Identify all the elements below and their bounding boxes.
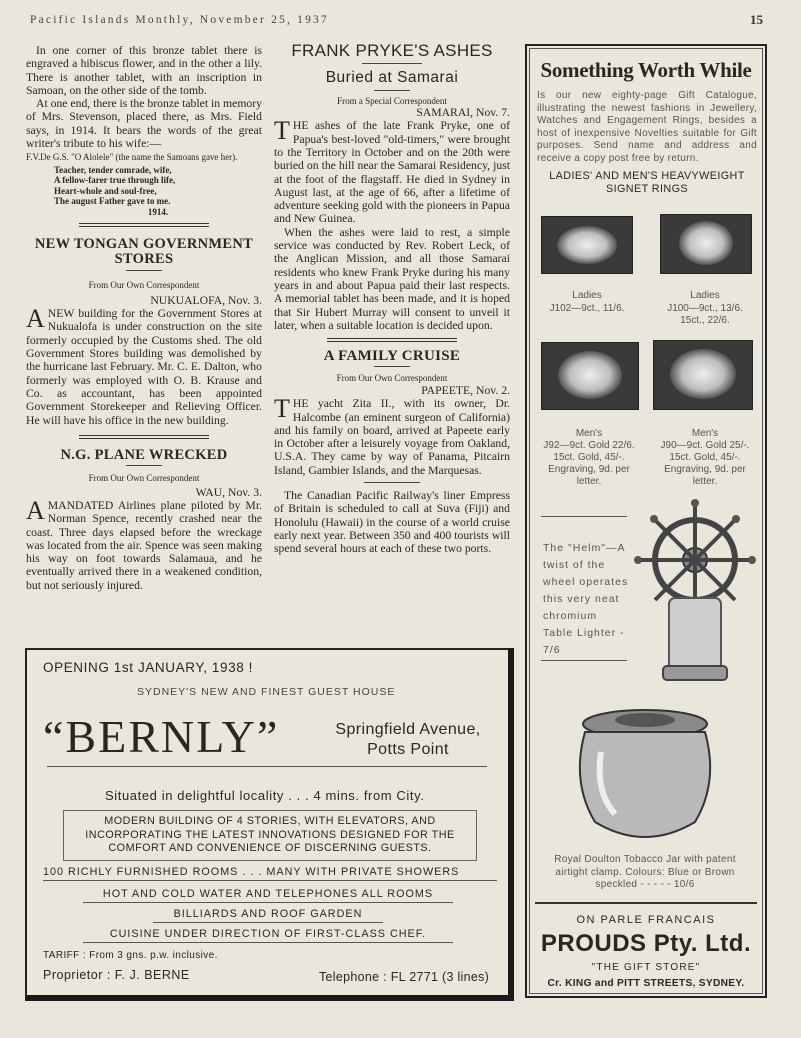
poem-line: Heart-whole and soul-free, [54, 185, 157, 196]
drop-cap: T [274, 394, 290, 424]
poem-line: The august Father gave to me. [54, 196, 171, 207]
ring-price: 15ct., 22/6. [680, 315, 730, 326]
ring-price: J90—9ct. Gold 25/-. [660, 440, 750, 451]
poem-year: 1914. [147, 206, 169, 217]
mens-ring-image [541, 342, 639, 410]
ring-price: 15ct. Gold, 45/-. [669, 452, 741, 463]
rule [541, 516, 627, 517]
drop-cap: A [26, 495, 45, 525]
ring-price: 15ct. Gold, 45/-. [553, 452, 625, 463]
bernly-box-line: COMFORT AND CONVENIENCE OF DISCERNING GUESTS. [108, 842, 432, 854]
rule [364, 482, 420, 483]
bernly-opening: OPENING 1st JANUARY, 1938 ! [43, 660, 254, 675]
bernly-rooms: 100 RICHLY FURNISHED ROOMS . . . MANY WITH PRIVATE SHOWERS [43, 866, 497, 881]
tongan-correspondent: From Our Own Correspondent [88, 280, 200, 291]
bernly-address [323, 720, 493, 760]
cruise-correspondent: From Our Own Correspondent [336, 373, 448, 384]
rule [541, 660, 627, 661]
ring-label: Ladies [690, 290, 720, 301]
ring1-caption [535, 290, 639, 315]
tomb-signature: F.V.De G.S. "O Alolele" (the name the Samoans gave her). [26, 152, 238, 163]
rule [535, 902, 757, 904]
ring-price: J100—9ct., 13/6. [667, 302, 743, 314]
ring-icon [670, 349, 736, 399]
bernly-address-line-1: Springfield Avenue, [335, 721, 481, 738]
page-number: 15 [750, 12, 763, 27]
ladies-ring-image [541, 216, 633, 274]
tongan-headline: NEW TONGAN GOVERNMENT STORES [34, 236, 254, 268]
prouds-intro: Is our new eighty-page Gift Catalogue, illustrating the newest fashions in Jewellery, Watches and Engagement Rings, besides a host of inexpensive Novelties suitable for Gift purposes. Send name and address and receive a copy post free by return. [537, 90, 757, 164]
plane-headline: N.G. PLANE WRECKED [60, 446, 228, 463]
prouds-french: ON PARLE FRANCAIS [576, 914, 716, 926]
bernly-tagline: SYDNEY'S NEW AND FINEST GUEST HOUSE [137, 686, 396, 698]
ring-icon [557, 226, 617, 264]
divider [79, 435, 209, 439]
rule [362, 63, 422, 64]
divider [327, 338, 457, 342]
column-2 [274, 41, 510, 556]
poem-line: Teacher, tender comrade, wife, [54, 164, 172, 175]
pryke-paragraph-1: HE ashes of the late Frank Pryke, one of Papua's best-loved "old-timers," were brought to the Territory in October and on the 20th were buried on the hill near the Samarai Residency, just at the foot of the flagstaff. He died in Sydney in August last, at the age of 66, after a lifetime of adventure seeking gold with the pioneers in Papua and New Guinea. [274, 119, 510, 226]
rule [374, 366, 410, 367]
running-title: Pacific Islands Monthly, November 25, 1937 [30, 14, 329, 26]
bernly-tariff: TARIFF : From 3 gns. p.w. inclusive. [43, 950, 218, 961]
rings-heading: LADIES' AND MEN'S HEAVYWEIGHT SIGNET RINGS [549, 170, 745, 195]
rule [126, 465, 162, 466]
tomb-paragraph-2: At one end, there is the bronze tablet in memory of Mrs. Stevenson, placed there, as Mrs. Field says, in 1914. It bears the words of the great writer's tribute to his wife:— [26, 97, 262, 151]
tobacco-jar-image [565, 702, 725, 852]
prouds-advertisement [525, 44, 767, 998]
ring-icon [679, 221, 733, 265]
ring3-caption [535, 428, 643, 488]
helm-lighter-caption: The "Helm"—A twist of the wheel operates this very neat chromium Table Lighter - 7/6 [543, 542, 629, 656]
bernly-features-box [63, 810, 477, 861]
pryke-paragraph-2: When the ashes were laid to rest, a simple service was conducted by Rev. Robert Leck, of the Anglican Mission, and all those Samarai residents who knew Frank Pryke during his many years in and about Papua paid their last respects. A memorial tablet has been made, and it is hoped that Sir Hubert Murray will consent to unveil it later, when a suitable location is decided upon. [274, 225, 510, 332]
pryke-dateline: SAMARAI, Nov. 7. [416, 106, 510, 120]
bernly-advertisement [25, 648, 514, 1001]
bernly-box-line: INCORPORATING THE LATEST INNOVATIONS DESIGNED FOR THE [85, 828, 455, 841]
ladies-ring-image [660, 214, 752, 274]
prouds-headline: Something Worth While [540, 58, 752, 82]
prouds-company: PROUDS Pty. Ltd. [540, 930, 752, 957]
tongan-body: NEW building for the Government Stores at Nukualofa is under construction on the site formerly occupied by the Customs shed. The old Government Stores building was demolished by the hurricane last February. Mr. C. E. Dalton, who formerly was employed with O. B. Krause and Co. as accountant, has been appointed Government Storekeeper and Relieving Officer. He will have his office in the new building. [26, 307, 262, 427]
cruise-paragraph-2: The Canadian Pacific Railway's liner Empress of Britain is scheduled to call at Suva (Fiji) and Honolulu (Hawaii) in the course of a world cruise early next year. Between 350 and 400 tourists will spend several hours at each of these two ports. [274, 489, 510, 556]
helm-lighter-image [633, 498, 757, 688]
poem [26, 165, 262, 218]
bernly-water: HOT AND COLD WATER AND TELEPHONES ALL ROOMS [83, 888, 453, 903]
prouds-address: Cr. KING and PITT STREETS, SYDNEY. [547, 978, 745, 989]
tongan-dateline: NUKUALOFA, Nov. 3. [150, 293, 262, 307]
bernly-name: “BERNLY” [43, 711, 280, 762]
drop-cap: A [26, 304, 45, 334]
bernly-box-line: MODERN BUILDING OF 4 STORIES, WITH ELEVATORS, AND [104, 815, 436, 827]
ring-price: J102—9ct., 11/6. [549, 302, 625, 314]
pryke-correspondent: From a Special Correspondent [337, 95, 447, 106]
poem-line: A fellow-farer true through life, [54, 175, 176, 186]
ring-engraving: Engraving, 9d. per letter. [664, 464, 746, 487]
ring-label: Ladies [572, 290, 602, 301]
rule [374, 90, 410, 91]
ring-label: Men's [691, 428, 719, 439]
prouds-gift-store: "THE GIFT STORE" [591, 962, 701, 973]
cruise-paragraph-1: HE yacht Zita II., with its owner, Dr. Halcombe (an eminent surgeon of California) and his family on board, arrived at Papeete early in October after a leisurely voyage from Oakland, U.S.A. They came by way of Panama, Pitcairn Island, Gambier Islands, and the Marquesas. [274, 397, 510, 477]
ring-label: Men's [575, 428, 603, 439]
pryke-subtitle: Buried at Samarai [325, 69, 459, 87]
ring4-caption [651, 428, 759, 488]
plane-correspondent: From Our Own Correspondent [88, 473, 200, 484]
ring-icon [558, 351, 622, 399]
tobacco-jar-caption: Royal Doulton Tobacco Jar with patent airtight clamp. Colours: Blue or Brown speckled - - - - - 10/6 [554, 854, 736, 890]
bernly-billiards: BILLIARDS AND ROOF GARDEN [153, 908, 383, 923]
bernly-address-line-2: Potts Point [367, 741, 449, 758]
divider [79, 223, 209, 227]
drop-cap: T [274, 116, 290, 146]
ring-engraving: Engraving, 9d. per letter. [548, 464, 630, 487]
column-1 [26, 44, 262, 592]
bernly-cuisine: CUISINE UNDER DIRECTION OF FIRST-CLASS CHEF. [83, 928, 453, 943]
cruise-headline: A FAMILY CRUISE [323, 348, 461, 365]
cruise-dateline: PAPEETE, Nov. 2. [421, 383, 510, 397]
rule [126, 270, 162, 271]
ring2-caption [651, 290, 759, 328]
rule [47, 766, 487, 767]
pryke-headline: FRANK PRYKE'S ASHES [291, 41, 493, 60]
plane-body: MANDATED Airlines plane piloted by Mr. Norman Spence, recently crashed near the coast. Three days elapsed before the wreckage was located from the air. Spence was seen making his way on foot towards Salamaua, and he eventually arrived there in a weakened condition, but not seriously injured. [26, 498, 262, 592]
tomb-paragraph-1: In one corner of this bronze tablet there is engraved a hibiscus flower, and in the other a lily. There is another tablet, with an inscription in Samoan, on the other side of the tomb. [26, 44, 262, 97]
plane-dateline: WAU, Nov. 3. [195, 485, 262, 499]
bernly-situated: Situated in delightful locality . . . 4 mins. from City. [105, 788, 425, 803]
mens-ring-image [653, 340, 753, 410]
bernly-telephone: Telephone : FL 2771 (3 lines) [319, 970, 490, 984]
ring-price: J92—9ct. Gold 22/6. [543, 440, 635, 451]
bernly-proprietor: Proprietor : F. J. BERNE [43, 968, 190, 982]
